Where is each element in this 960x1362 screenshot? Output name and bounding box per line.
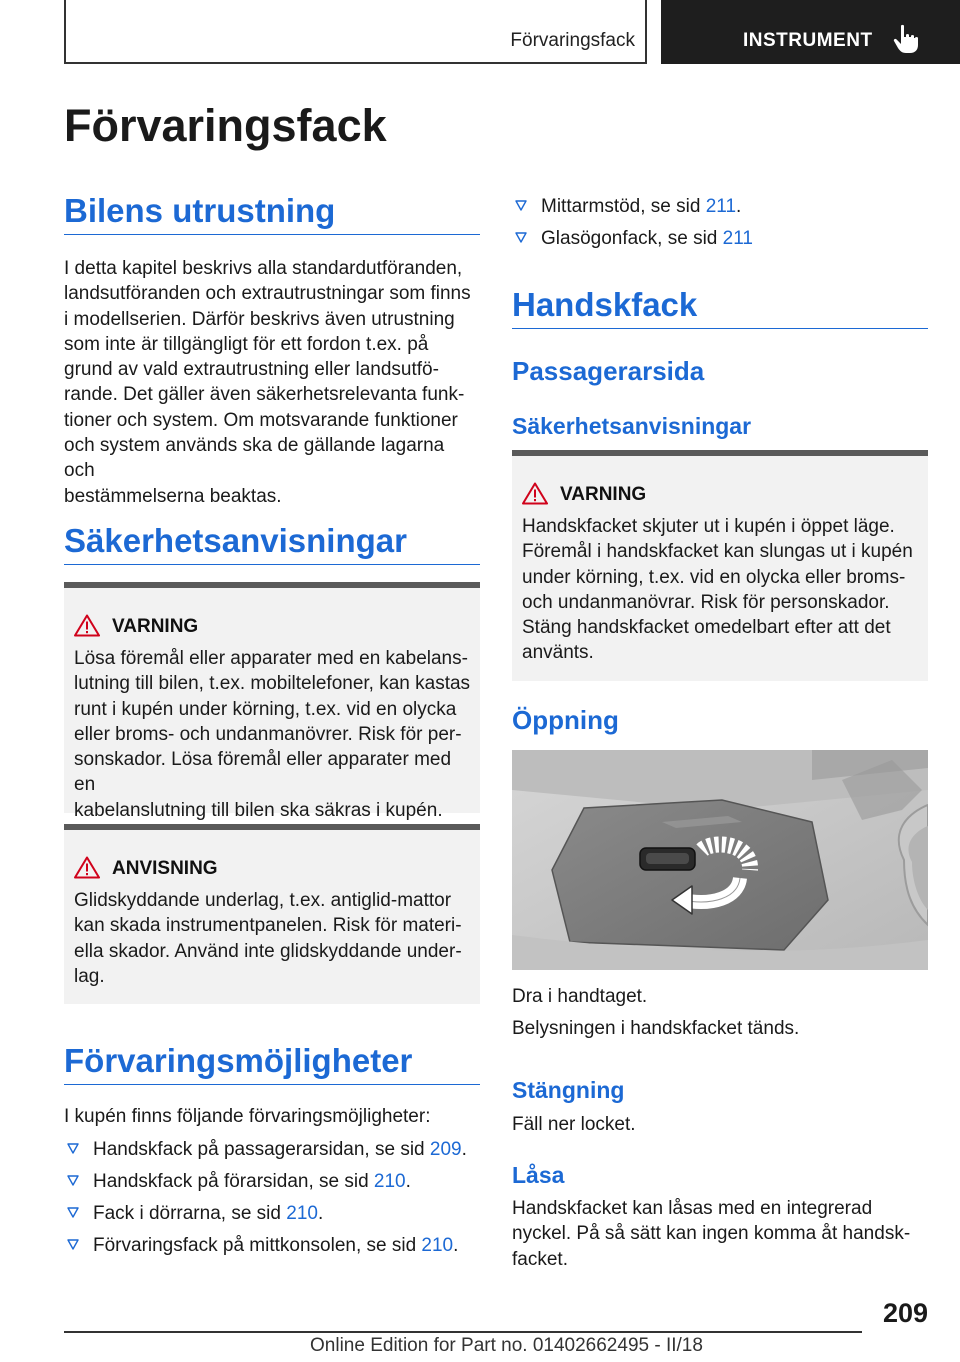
text-line: runt i kupén under körning, t.ex. vid en olycka (74, 698, 457, 720)
storage-list-continued (512, 194, 928, 258)
text-line: under körning, t.ex. vid en olycka eller broms- (522, 566, 906, 588)
page-link[interactable]: 210 (421, 1235, 454, 1256)
text-line: eller broms- och undanmanövrer. Risk för per- (74, 723, 462, 745)
opening-step-1: Dra i handtaget. (512, 986, 648, 1007)
list-item (64, 1201, 480, 1233)
text-line: I detta kapitel beskrivs alla standardutföranden, (64, 258, 463, 279)
bullet-triangle-icon (67, 1239, 79, 1250)
equipment-paragraph (64, 256, 480, 509)
text-line: Handskfacket kan låsas med en integrerad (512, 1198, 873, 1219)
storage-intro: I kupén finns följande förvaringsmöjligheter: (64, 1106, 431, 1127)
list-item-text: Handskfack på förarsidan, se sid (93, 1171, 374, 1192)
warning-label: VARNING (112, 616, 199, 637)
page-link[interactable]: 210 (373, 1171, 406, 1192)
text-line: som inte är tillgängligt för ett fordon t.ex. på (64, 333, 429, 355)
list-item-text: Fack i dörrarna, se sid (93, 1203, 287, 1224)
footer-edition: Online Edition for Part no. 01402662495 - II/18 (310, 1335, 703, 1356)
list-item-end: . (461, 1139, 467, 1160)
notice-label: ANVISNING (112, 858, 218, 879)
list-item-text: Mittarmstöd, se sid (541, 196, 706, 217)
warning-text (74, 646, 474, 823)
glovebox-illustration (512, 750, 928, 970)
page-number: 209 (882, 1298, 928, 1328)
list-item (512, 226, 928, 258)
text-line: ella skador. Använd inte glidskyddande under- (74, 940, 462, 962)
text-line: bestämmelserna beaktas. (64, 485, 282, 507)
header-chapter-tab (661, 0, 960, 64)
hand-pointer-icon (893, 24, 921, 54)
list-item (512, 194, 928, 226)
bullet-triangle-icon (67, 1175, 79, 1186)
storage-list (64, 1137, 480, 1265)
page-title: Förvaringsfack (64, 100, 387, 151)
glovebox-warning-box (512, 450, 928, 681)
text-line: grund av vald extrautrustning eller landsutfö- (64, 359, 439, 381)
bullet-triangle-icon (67, 1207, 79, 1218)
text-line: facket. (512, 1248, 568, 1270)
text-line: tioner och system. Om motsvarande funktioner (64, 409, 458, 431)
text-line: använts. (522, 642, 594, 664)
lock-paragraph (512, 1196, 928, 1272)
heading-opening: Öppning (512, 705, 619, 735)
heading-passenger-side: Passagerarsida (512, 356, 705, 386)
heading-equipment: Bilens utrustning (64, 192, 480, 235)
text-line: rande. Det gäller även säkerhetsrelevanta funk- (64, 384, 465, 406)
heading-closing: Stängning (512, 1077, 625, 1103)
footer-divider (64, 1331, 862, 1333)
page-link[interactable]: 209 (429, 1139, 462, 1160)
bullet-triangle-icon (515, 232, 527, 243)
text-line: kabelanslutning till bilen ska säkras i kupén. (74, 799, 443, 821)
list-item (64, 1233, 480, 1265)
header-section-tab (64, 0, 647, 64)
list-item-text: Handskfack på passagerarsidan, se sid (93, 1139, 430, 1160)
header-chapter-title: INSTRUMENT (743, 30, 873, 51)
list-item-end: . (405, 1171, 411, 1192)
heading-glovebox-safety: Säkerhetsanvisningar (512, 413, 752, 439)
text-line: Lösa föremål eller apparater med en kabelans- (74, 648, 468, 669)
text-line: kan skada instrumentpanelen. Risk för materi- (74, 915, 462, 937)
heading-glovebox: Handskfack (512, 286, 928, 329)
warning-triangle-icon (74, 856, 100, 879)
bullet-triangle-icon (515, 200, 527, 211)
page-link[interactable]: 210 (286, 1203, 318, 1224)
text-line: och system används ska de gällande lagarna och (64, 435, 445, 482)
warning-label: VARNING (560, 484, 647, 505)
page-link[interactable]: 211 (722, 228, 753, 249)
text-line: sonskador. Lösa föremål eller apparater med en (74, 749, 452, 796)
opening-step-2: Belysningen i handskfacket tänds. (512, 1018, 800, 1039)
list-item-text: Förvaringsfack på mittkonsolen, se sid (93, 1235, 422, 1256)
list-item (64, 1137, 480, 1169)
warning-text (522, 514, 922, 666)
warning-triangle-icon (522, 482, 548, 505)
list-item-end: . (736, 196, 742, 217)
page-link[interactable]: 211 (705, 196, 737, 217)
text-line: landsutföranden och extrautrustningar som finns (64, 283, 471, 305)
notice-text (74, 888, 474, 989)
list-item-text: Glasögonfack, se sid (541, 228, 723, 249)
notice-box (64, 824, 480, 1004)
text-line: Glidskyddande underlag, t.ex. antiglid-mattor (74, 890, 452, 911)
closing-text: Fäll ner locket. (512, 1114, 636, 1135)
warning-triangle-icon (74, 614, 100, 637)
header-section-title: Förvaringsfack (510, 30, 635, 51)
warning-box (64, 582, 480, 821)
text-line: i modellserien. Därför beskrivs även utrustning (64, 308, 455, 330)
text-line: Handskfacket skjuter ut i kupén i öppet läge. (522, 516, 895, 537)
list-item-end: . (317, 1203, 324, 1224)
text-line: nyckel. På så sätt kan ingen komma åt handsk- (512, 1223, 911, 1245)
text-line: Föremål i handskfacket kan slungas ut i kupén (522, 541, 913, 563)
heading-lock: Låsa (512, 1162, 565, 1188)
list-item-end: . (453, 1235, 459, 1256)
text-line: lutning till bilen, t.ex. mobiltelefoner, kan kastas (74, 673, 471, 695)
bullet-triangle-icon (67, 1143, 79, 1154)
text-line: Stäng handskfacket omedelbart efter att det (522, 617, 891, 639)
heading-storage: Förvaringsmöjligheter (64, 1042, 480, 1085)
text-line: lag. (74, 965, 105, 987)
list-item (64, 1169, 480, 1201)
text-line: och undanmanövrar. Risk för personskador. (522, 591, 890, 613)
heading-safety: Säkerhetsanvisningar (64, 522, 480, 565)
